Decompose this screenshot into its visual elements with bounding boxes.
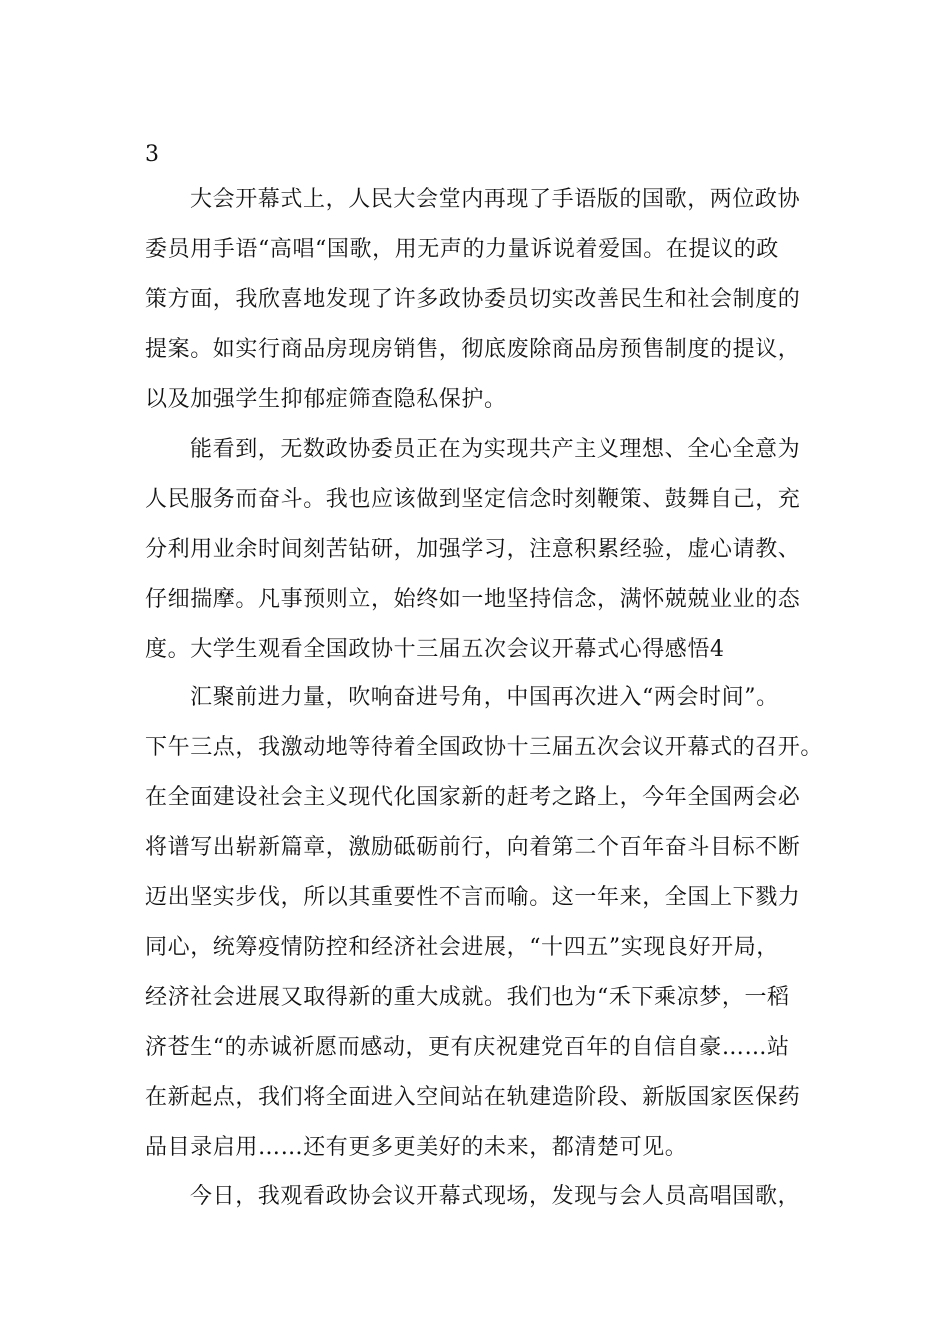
text-line: 迈出坚实步伐，所以其重要性不言而喻。这一年来，全国上下戮力	[145, 885, 801, 910]
text-line: 人民服务而奋斗。我也应该做到坚定信念时刻鞭策、鼓舞自己，充	[145, 487, 801, 512]
text-line: 经济社会进展又取得新的重大成就。我们也为“禾下乘凉梦，一稻	[145, 985, 790, 1010]
text-line: 在新起点，我们将全面进入空间站在轨建造阶段、新版国家医保药	[145, 1085, 801, 1110]
page-number: 3	[145, 142, 159, 167]
text-line: 以及加强学生抑郁症筛查隐私保护。	[145, 387, 507, 412]
text-line: 汇聚前进力量，吹响奋进号角，中国再次进入“两会时间”。	[190, 685, 779, 710]
text-line: 大会开幕式上，人民大会堂内再现了手语版的国歌，两位政协	[190, 187, 801, 212]
text-line: 在全面建设社会主义现代化国家新的赶考之路上，今年全国两会必	[145, 785, 801, 810]
text-line: 提案。如实行商品房现房销售，彻底废除商品房预售制度的提议，	[145, 337, 801, 362]
text-line: 度。大学生观看全国政协十三届五次会议开幕式心得感悟4	[145, 637, 725, 662]
text-line: 委员用手语“高唱“国歌，用无声的力量诉说着爱国。在提议的政	[145, 237, 779, 262]
text-line: 仔细揣摩。凡事预则立，始终如一地坚持信念，满怀兢兢业业的态	[145, 587, 801, 612]
text-line: 策方面，我欣喜地发现了许多政协委员切实改善民生和社会制度的	[145, 287, 801, 312]
text-line: 今日，我观看政协会议开幕式现场，发现与会人员高唱国歌，	[190, 1184, 801, 1209]
text-line: 同心，统筹疫情防控和经济社会进展，“十四五”实现良好开局，	[145, 935, 779, 960]
text-line: 将谱写出崭新篇章，激励砥砺前行，向着第二个百年奋斗目标不断	[145, 835, 801, 860]
text-line: 济苍生“的赤诚祈愿而感动，更有庆祝建党百年的自信自豪……站	[145, 1035, 790, 1060]
text-line: 分利用业余时间刻苦钻研，加强学习，注意积累经验，虚心请教、	[145, 537, 801, 562]
text-line: 能看到，无数政协委员正在为实现共产主义理想、全心全意为	[190, 437, 801, 462]
text-line: 品目录启用……还有更多更美好的未来，都清楚可见。	[145, 1135, 688, 1160]
text-line: 下午三点，我激动地等待着全国政协十三届五次会议开幕式的召开。	[145, 735, 824, 760]
